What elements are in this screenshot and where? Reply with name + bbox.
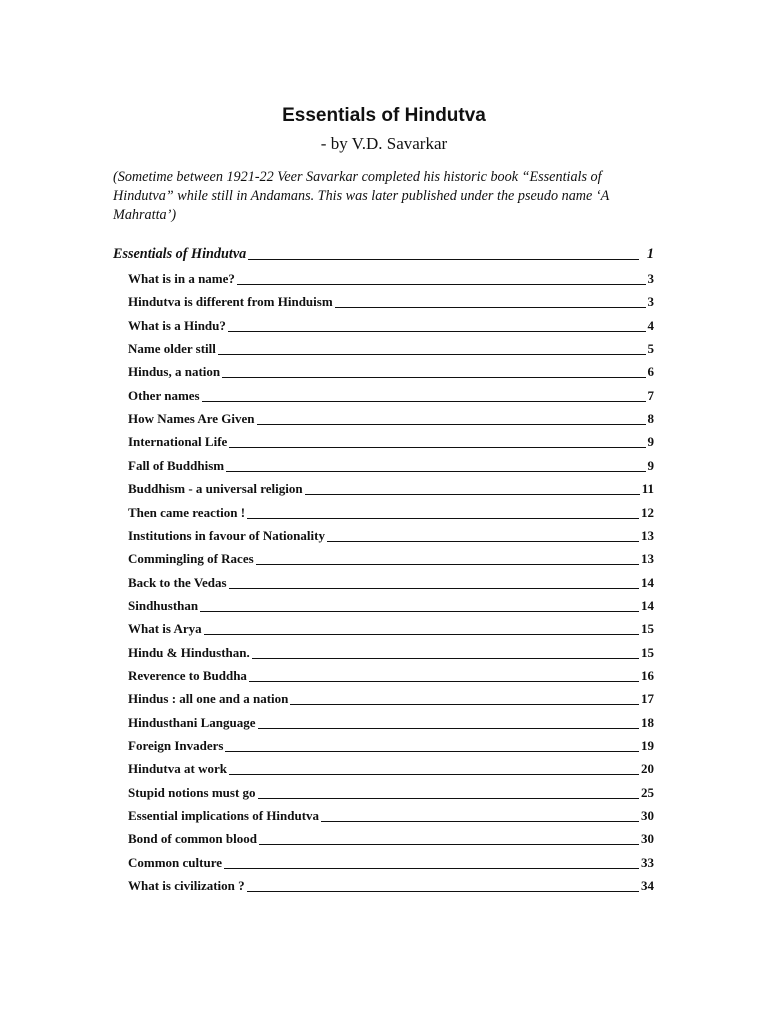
toc-entry[interactable] <box>128 573 654 593</box>
toc-entry[interactable] <box>128 643 654 663</box>
toc-entry-page: 15 <box>641 644 654 660</box>
toc-entry-page: 9 <box>647 457 654 473</box>
toc-entry-page: 13 <box>641 527 654 543</box>
toc-entry-page: 30 <box>641 831 654 847</box>
toc-main-entry[interactable] <box>113 244 654 264</box>
toc-entry-page: 3 <box>647 271 654 286</box>
toc-entry-label: Hindutva is different from Hinduism <box>128 294 333 310</box>
intro-note: (Sometime between 1921-22 Veer Savarkar completed his historic book “Essentials of Hindutva” while still in Andamans. This was later published under the pseudo name ‘A Mahratta’) <box>113 169 610 223</box>
toc-entry-label: Hindus, a nation <box>128 364 221 380</box>
toc-entry-page: 19 <box>641 738 654 753</box>
toc-entry-page: 17 <box>641 691 654 707</box>
toc-entry[interactable] <box>128 783 654 803</box>
toc-entry-label: Hindusthani Language <box>128 714 256 730</box>
author-line: - by V.D. Savarkar <box>320 134 448 153</box>
toc-entry-label: Back to the Vedas <box>128 574 227 590</box>
toc-entry-label: International Life <box>128 434 228 450</box>
toc-entry[interactable] <box>128 759 654 779</box>
dot-leader <box>225 750 639 752</box>
dot-leader <box>321 820 639 822</box>
toc-entry[interactable] <box>128 829 654 849</box>
dot-leader <box>204 633 639 635</box>
toc-entry[interactable] <box>128 503 654 523</box>
toc-entry[interactable] <box>128 339 654 359</box>
toc-entry-page: 33 <box>641 854 654 870</box>
dot-leader <box>229 587 639 589</box>
dot-leader <box>258 727 639 729</box>
dot-leader <box>229 446 645 448</box>
toc-entry[interactable] <box>128 316 654 336</box>
toc-entry-label: Commingling of Races <box>128 551 254 567</box>
toc-entry-page: 18 <box>641 714 654 730</box>
toc-entry-label: Stupid notions must go <box>128 784 256 800</box>
toc-entry-label: Foreign Invaders <box>128 738 224 753</box>
dot-leader <box>249 680 639 682</box>
toc-entry[interactable] <box>128 689 654 709</box>
toc-entry-label: Fall of Buddhism <box>128 457 225 473</box>
toc-entry-page: 4 <box>647 317 654 333</box>
dot-leader <box>305 493 640 495</box>
toc-entry-page: 14 <box>641 574 654 590</box>
toc-entry-label: Name older still <box>128 341 216 357</box>
dot-leader <box>290 703 639 705</box>
toc-entry-page: 3 <box>647 294 654 310</box>
toc-entry[interactable] <box>128 876 654 896</box>
toc-entry-page: 30 <box>641 808 654 824</box>
toc-entry-page: 1 <box>646 246 654 262</box>
toc-entry-page: 5 <box>647 341 654 357</box>
dot-leader <box>229 773 639 775</box>
toc-entry[interactable] <box>128 456 654 476</box>
toc-entry-label: Hindutva at work <box>128 761 227 777</box>
dot-leader <box>252 657 639 659</box>
toc-entry-page: 14 <box>641 597 654 613</box>
toc-entry-label: Other names <box>128 387 200 403</box>
toc-entry-label: What is Arya <box>128 621 202 637</box>
toc-entry-label: Essentials of Hindutva <box>113 246 247 262</box>
dot-leader <box>202 400 646 402</box>
dot-leader <box>222 376 645 378</box>
dot-leader <box>257 423 646 425</box>
toc-entry-page: 9 <box>647 434 654 450</box>
toc-entry-page: 25 <box>641 784 654 800</box>
dot-leader <box>335 306 646 308</box>
toc-entry[interactable] <box>128 666 654 686</box>
toc-entry-label: Hindus : all one and a nation <box>128 691 289 707</box>
toc-entry[interactable] <box>128 432 654 452</box>
toc-entry-label: Essential implications of Hindutva <box>128 808 320 824</box>
toc-entry-page: 15 <box>641 621 654 637</box>
toc-entry[interactable] <box>128 806 654 826</box>
toc-entry-label: Institutions in favour of Nationality <box>128 527 325 543</box>
toc-entry-label: Common culture <box>128 854 223 870</box>
toc-entry-page: 7 <box>647 387 654 403</box>
toc-entry-page: 20 <box>641 761 654 777</box>
toc-entry-label: Bond of common blood <box>128 831 257 847</box>
toc-entry[interactable] <box>128 409 654 429</box>
toc-entry[interactable] <box>128 619 654 639</box>
dot-leader <box>247 517 639 519</box>
toc-entry[interactable] <box>128 479 654 499</box>
toc-entry-label: How Names Are Given <box>128 411 255 427</box>
toc-entry-page: 6 <box>647 364 654 380</box>
toc-entry[interactable] <box>128 596 654 616</box>
dot-leader <box>327 540 639 542</box>
dot-leader <box>256 563 639 565</box>
toc-entry[interactable] <box>128 526 654 546</box>
toc-entry-page: 16 <box>641 667 654 683</box>
toc-entry-label: Hindu & Hindusthan. <box>128 644 250 660</box>
toc-entry-label: What is civilization ? <box>128 878 245 894</box>
dot-leader <box>247 890 639 892</box>
dot-leader <box>200 610 639 612</box>
dot-leader <box>218 353 646 355</box>
toc-entry-label: Buddhism - a universal religion <box>128 481 303 497</box>
dot-leader <box>258 797 639 799</box>
toc-entry[interactable] <box>128 713 654 733</box>
toc-entry-label: Sindhusthan <box>128 597 199 613</box>
toc-entry-label: Then came reaction ! <box>128 504 246 520</box>
toc-entry[interactable] <box>128 386 654 406</box>
document-title: Essentials of Hindutva <box>282 105 486 126</box>
dot-leader <box>224 867 639 869</box>
toc-entry-label: What is in a name? <box>128 271 235 286</box>
dot-leader <box>237 283 646 285</box>
toc-entry[interactable] <box>128 736 654 756</box>
dot-leader <box>259 843 639 845</box>
toc-entry[interactable] <box>128 362 654 382</box>
toc-entry[interactable] <box>128 269 654 289</box>
toc-entry-page: 8 <box>647 411 654 427</box>
dot-leader <box>228 330 646 332</box>
toc-entry-page: 11 <box>641 481 654 497</box>
dot-leader <box>226 470 645 472</box>
toc-entry-page: 12 <box>641 504 654 520</box>
toc-entry[interactable] <box>128 853 654 873</box>
toc-entry[interactable] <box>128 292 654 312</box>
toc-entry-page: 34 <box>641 878 654 894</box>
toc-entry-label: What is a Hindu? <box>128 317 226 333</box>
toc-entry-label: Reverence to Buddha <box>128 667 247 683</box>
toc-entry[interactable] <box>128 549 654 569</box>
dot-leader <box>248 258 639 260</box>
toc-entry-page: 13 <box>641 551 654 567</box>
